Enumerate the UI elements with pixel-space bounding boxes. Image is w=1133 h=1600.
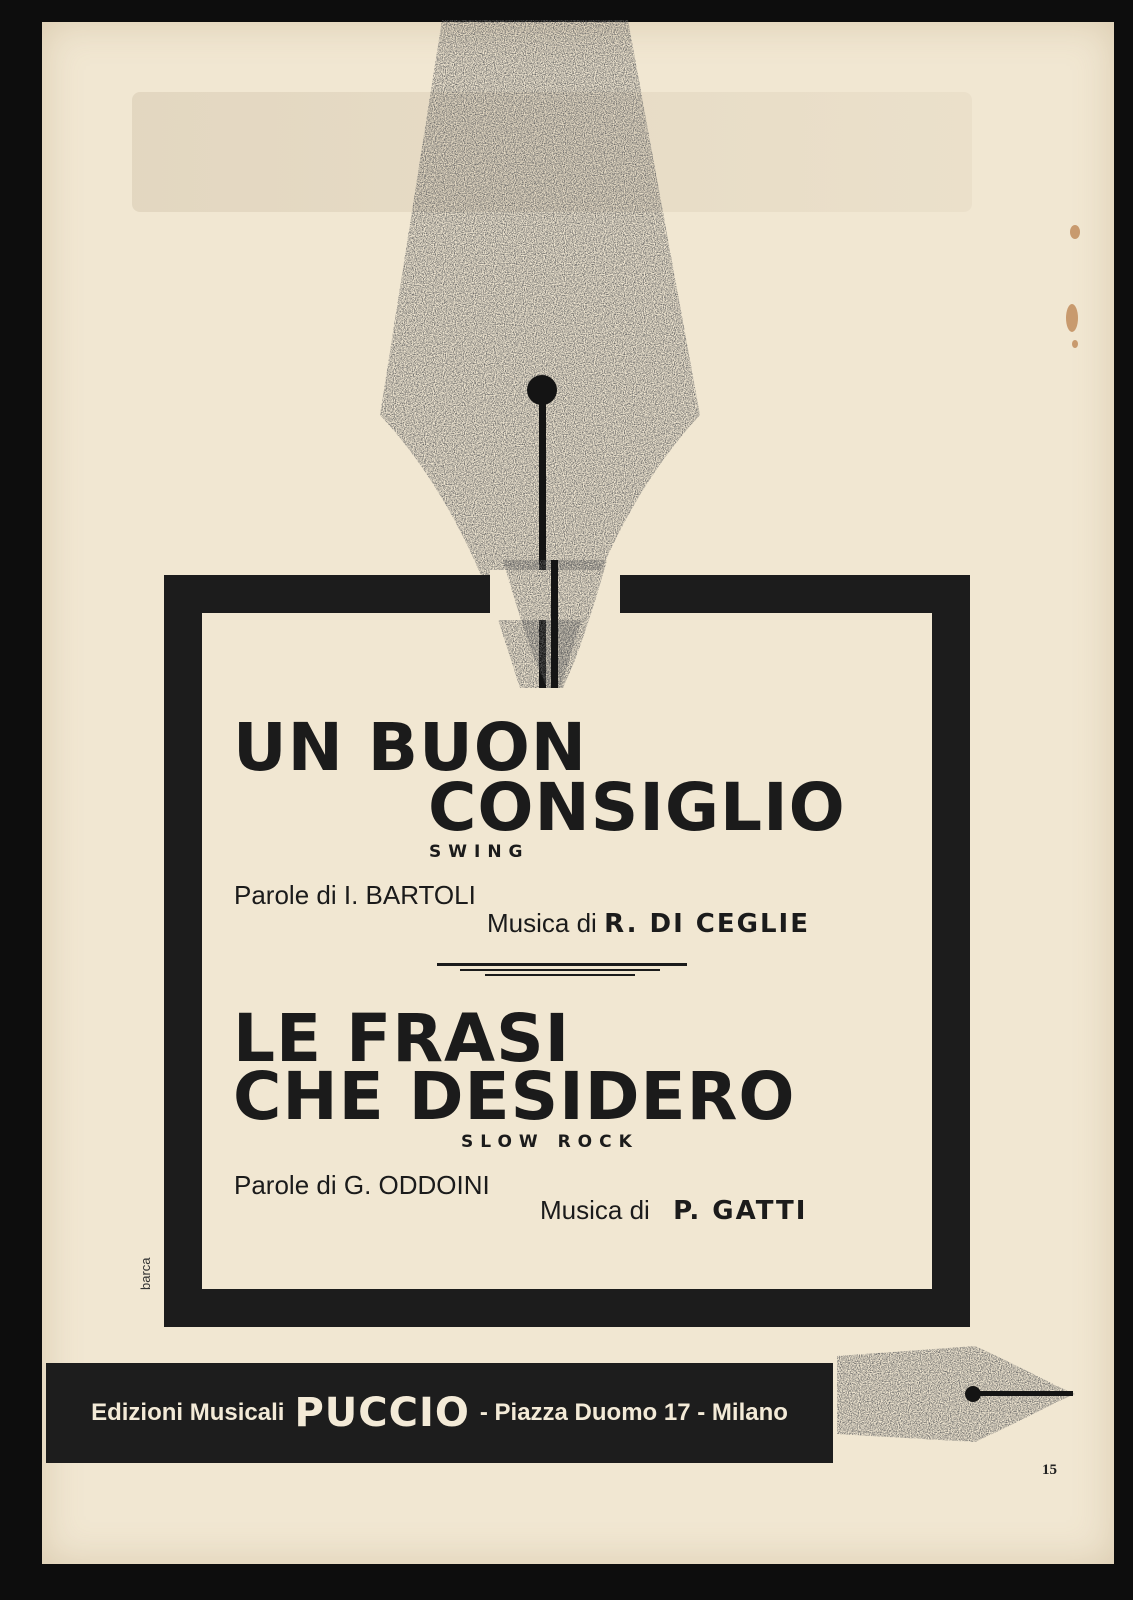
song2-title-line2: CHE DESIDERO: [233, 1058, 796, 1135]
song2-genre: SLOW ROCK: [461, 1132, 639, 1152]
publisher-prefix: Edizioni Musicali: [91, 1399, 285, 1426]
fountain-pen-tip-icon: [495, 560, 615, 700]
song1-title-line2: CONSIGLIO: [428, 769, 846, 846]
composer-name: R. DI CEGLIE: [604, 909, 810, 939]
song1-music-credit: [487, 908, 810, 939]
divider-rule: [485, 974, 635, 976]
lyrics-prefix: Parole di: [234, 1170, 337, 1200]
foxing-spot: [1070, 225, 1080, 239]
song1-genre: SWING: [429, 842, 530, 862]
divider-rule: [460, 969, 660, 971]
page-number: 15: [1042, 1462, 1057, 1478]
foxing-spot: [1066, 304, 1078, 332]
lyricist-name: I. BARTOLI: [343, 880, 476, 910]
song1-title-line1: UN BUON: [233, 709, 588, 786]
song2-title-line1: LE FRASI: [233, 1000, 571, 1077]
lyricist-name: G. ODDOINI: [343, 1170, 490, 1200]
divider-rule: [437, 963, 687, 966]
publisher-address: - Piazza Duomo 17 - Milano: [479, 1399, 788, 1426]
small-fountain-pen-nib-icon: [835, 1338, 1085, 1448]
music-prefix: Musica di: [487, 908, 597, 938]
publisher-name: PUCCIO: [294, 1390, 470, 1436]
song2-music-credit: [540, 1195, 807, 1226]
song2-lyrics-credit: [234, 1170, 490, 1201]
composer-name: P. GATTI: [673, 1196, 808, 1226]
artist-signature: barca: [138, 1257, 153, 1290]
song1-lyrics-credit: [234, 880, 476, 911]
music-prefix: Musica di: [540, 1195, 650, 1225]
publisher-banner: [46, 1363, 833, 1463]
foxing-spot: [1072, 340, 1078, 348]
lyrics-prefix: Parole di: [234, 880, 337, 910]
